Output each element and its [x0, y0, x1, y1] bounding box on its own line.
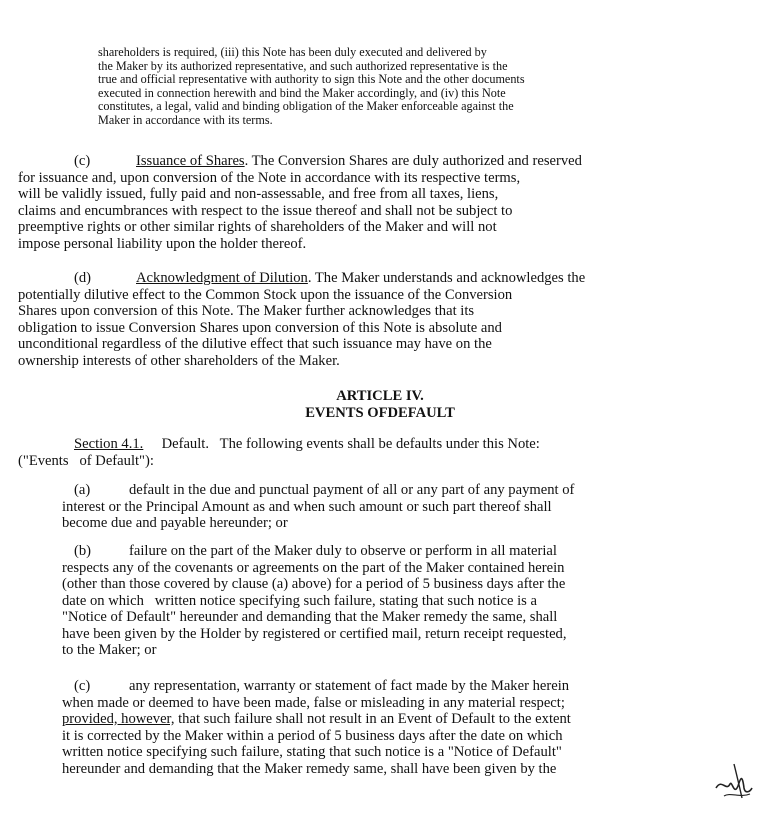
clause-label: (a) [74, 482, 91, 498]
proviso-underlined: provided, however, [62, 711, 175, 727]
text-line [62, 711, 746, 728]
text-fragment: that such failure shall not result in an Event of Default to the extent [174, 711, 571, 727]
text-line: claims and encumbrances with respect to the issue thereof and shall not be subject to [18, 202, 513, 219]
text-line: when made or deemed to have been made, false or misleading in any material respect; [62, 694, 565, 711]
text-line: ("Events of Default"): [18, 452, 154, 469]
clause-heading: Acknowledgment of Dilution [136, 270, 308, 286]
text-line: respects any of the covenants or agreements on the part of the Maker contained herein [62, 559, 565, 576]
text-line: executed in connection herewith and bind the Maker accordingly, and (iv) this Note [98, 85, 506, 100]
text-line: have been given by the Holder by registered or certified mail, return receipt requested, [62, 625, 567, 642]
text-fragment: any representation, warranty or statement of fact made by the Maker herein [129, 678, 570, 694]
text-line: obligation to issue Conversion Shares upon conversion of this Note is absolute and [18, 319, 502, 336]
event-of-default-a [62, 482, 746, 532]
text-line: for issuance and, upon conversion of the Note in accordance with its respective terms, [18, 169, 521, 186]
text-fragment: . The Maker understands and acknowledges the [307, 270, 586, 286]
article-heading [230, 388, 530, 421]
text-line: written notice specifying such failure, stating that such notice is a "Notice of Default" [62, 744, 562, 760]
text-line: it is corrected by the Maker within a period of 5 business days after the date on which [62, 727, 563, 744]
text-line: impose personal liability upon the holder thereof. [18, 235, 307, 252]
clause-heading: Issuance of Shares [136, 153, 245, 169]
text-fragment: . The Conversion Shares are duly authorized and reserved [244, 153, 582, 169]
article-number: ARTICLE IV. [336, 388, 424, 404]
text-line [62, 543, 746, 560]
text-line: unconditional regardless of the dilutive effect that such issuance may have on the [18, 336, 492, 352]
text-line: will be validly issued, fully paid and non-assessable, and free from all taxes, liens, [18, 186, 499, 202]
paragraph-continuation [98, 46, 744, 128]
text-line: interest or the Principal Amount as and when such amount or such part thereof shall [62, 498, 552, 515]
article-title: EVENTS OFDEFAULT [305, 404, 455, 421]
text-line: "Notice of Default" hereunder and demanding that the Maker remedy the same, shall [62, 609, 558, 625]
text-line: become due and payable hereunder; or [62, 515, 288, 531]
event-of-default-b [62, 543, 746, 659]
paragraph-issuance-of-shares [18, 153, 746, 252]
text-line [18, 153, 746, 170]
clause-label: (b) [74, 543, 92, 559]
text-line: (other than those covered by clause (a) above) for a period of 5 business days after the [62, 576, 566, 592]
text-line: potentially dilutive effect to the Common Stock upon the issuance of the Conversion [18, 286, 513, 303]
section-label: Section 4.1. [74, 436, 144, 452]
text-line: preemptive rights or other similar rights of shareholders of the Maker and will not [18, 219, 497, 235]
text-line: date on which written notice specifying such failure, stating that such notice is a [62, 592, 537, 609]
text-line: to the Maker; or [62, 642, 157, 658]
text-line: shareholders is required, (iii) this Note has been duly executed and delivered by [98, 45, 487, 59]
text-line [62, 482, 746, 499]
event-of-default-c [62, 678, 746, 777]
clause-label: (c) [74, 153, 91, 169]
text-fragment: default in the due and punctual payment of all or any part of any payment of [129, 482, 575, 498]
text-fragment: failure on the part of the Maker duly to observe or perform in all material [129, 543, 557, 559]
section-4-1 [18, 436, 746, 469]
text-line: constitutes, a legal, valid and binding obligation of the Maker enforceable against the [98, 99, 514, 114]
text-line: Shares upon conversion of this Note. The Maker further acknowledges that its [18, 303, 475, 319]
text-line: Maker in accordance with its terms. [98, 112, 273, 127]
text-line: ownership interests of other shareholders of the Maker. [18, 352, 340, 369]
text-line: the Maker by its authorized representative, and such authorized representative is the [98, 58, 508, 73]
text-line [18, 436, 746, 453]
text-line [62, 678, 746, 695]
text-fragment: Default. The following events shall be defaults under this Note: [143, 436, 540, 452]
text-line [18, 270, 746, 287]
text-line: true and official representative with authority to sign this Note and the other documents [98, 72, 525, 87]
clause-label: (d) [74, 270, 92, 286]
text-line: hereunder and demanding that the Maker remedy same, shall have been given by the [62, 760, 557, 777]
clause-label: (c) [74, 678, 91, 694]
signature-initials-mark [712, 758, 756, 802]
paragraph-acknowledgment-of-dilution [18, 270, 746, 369]
